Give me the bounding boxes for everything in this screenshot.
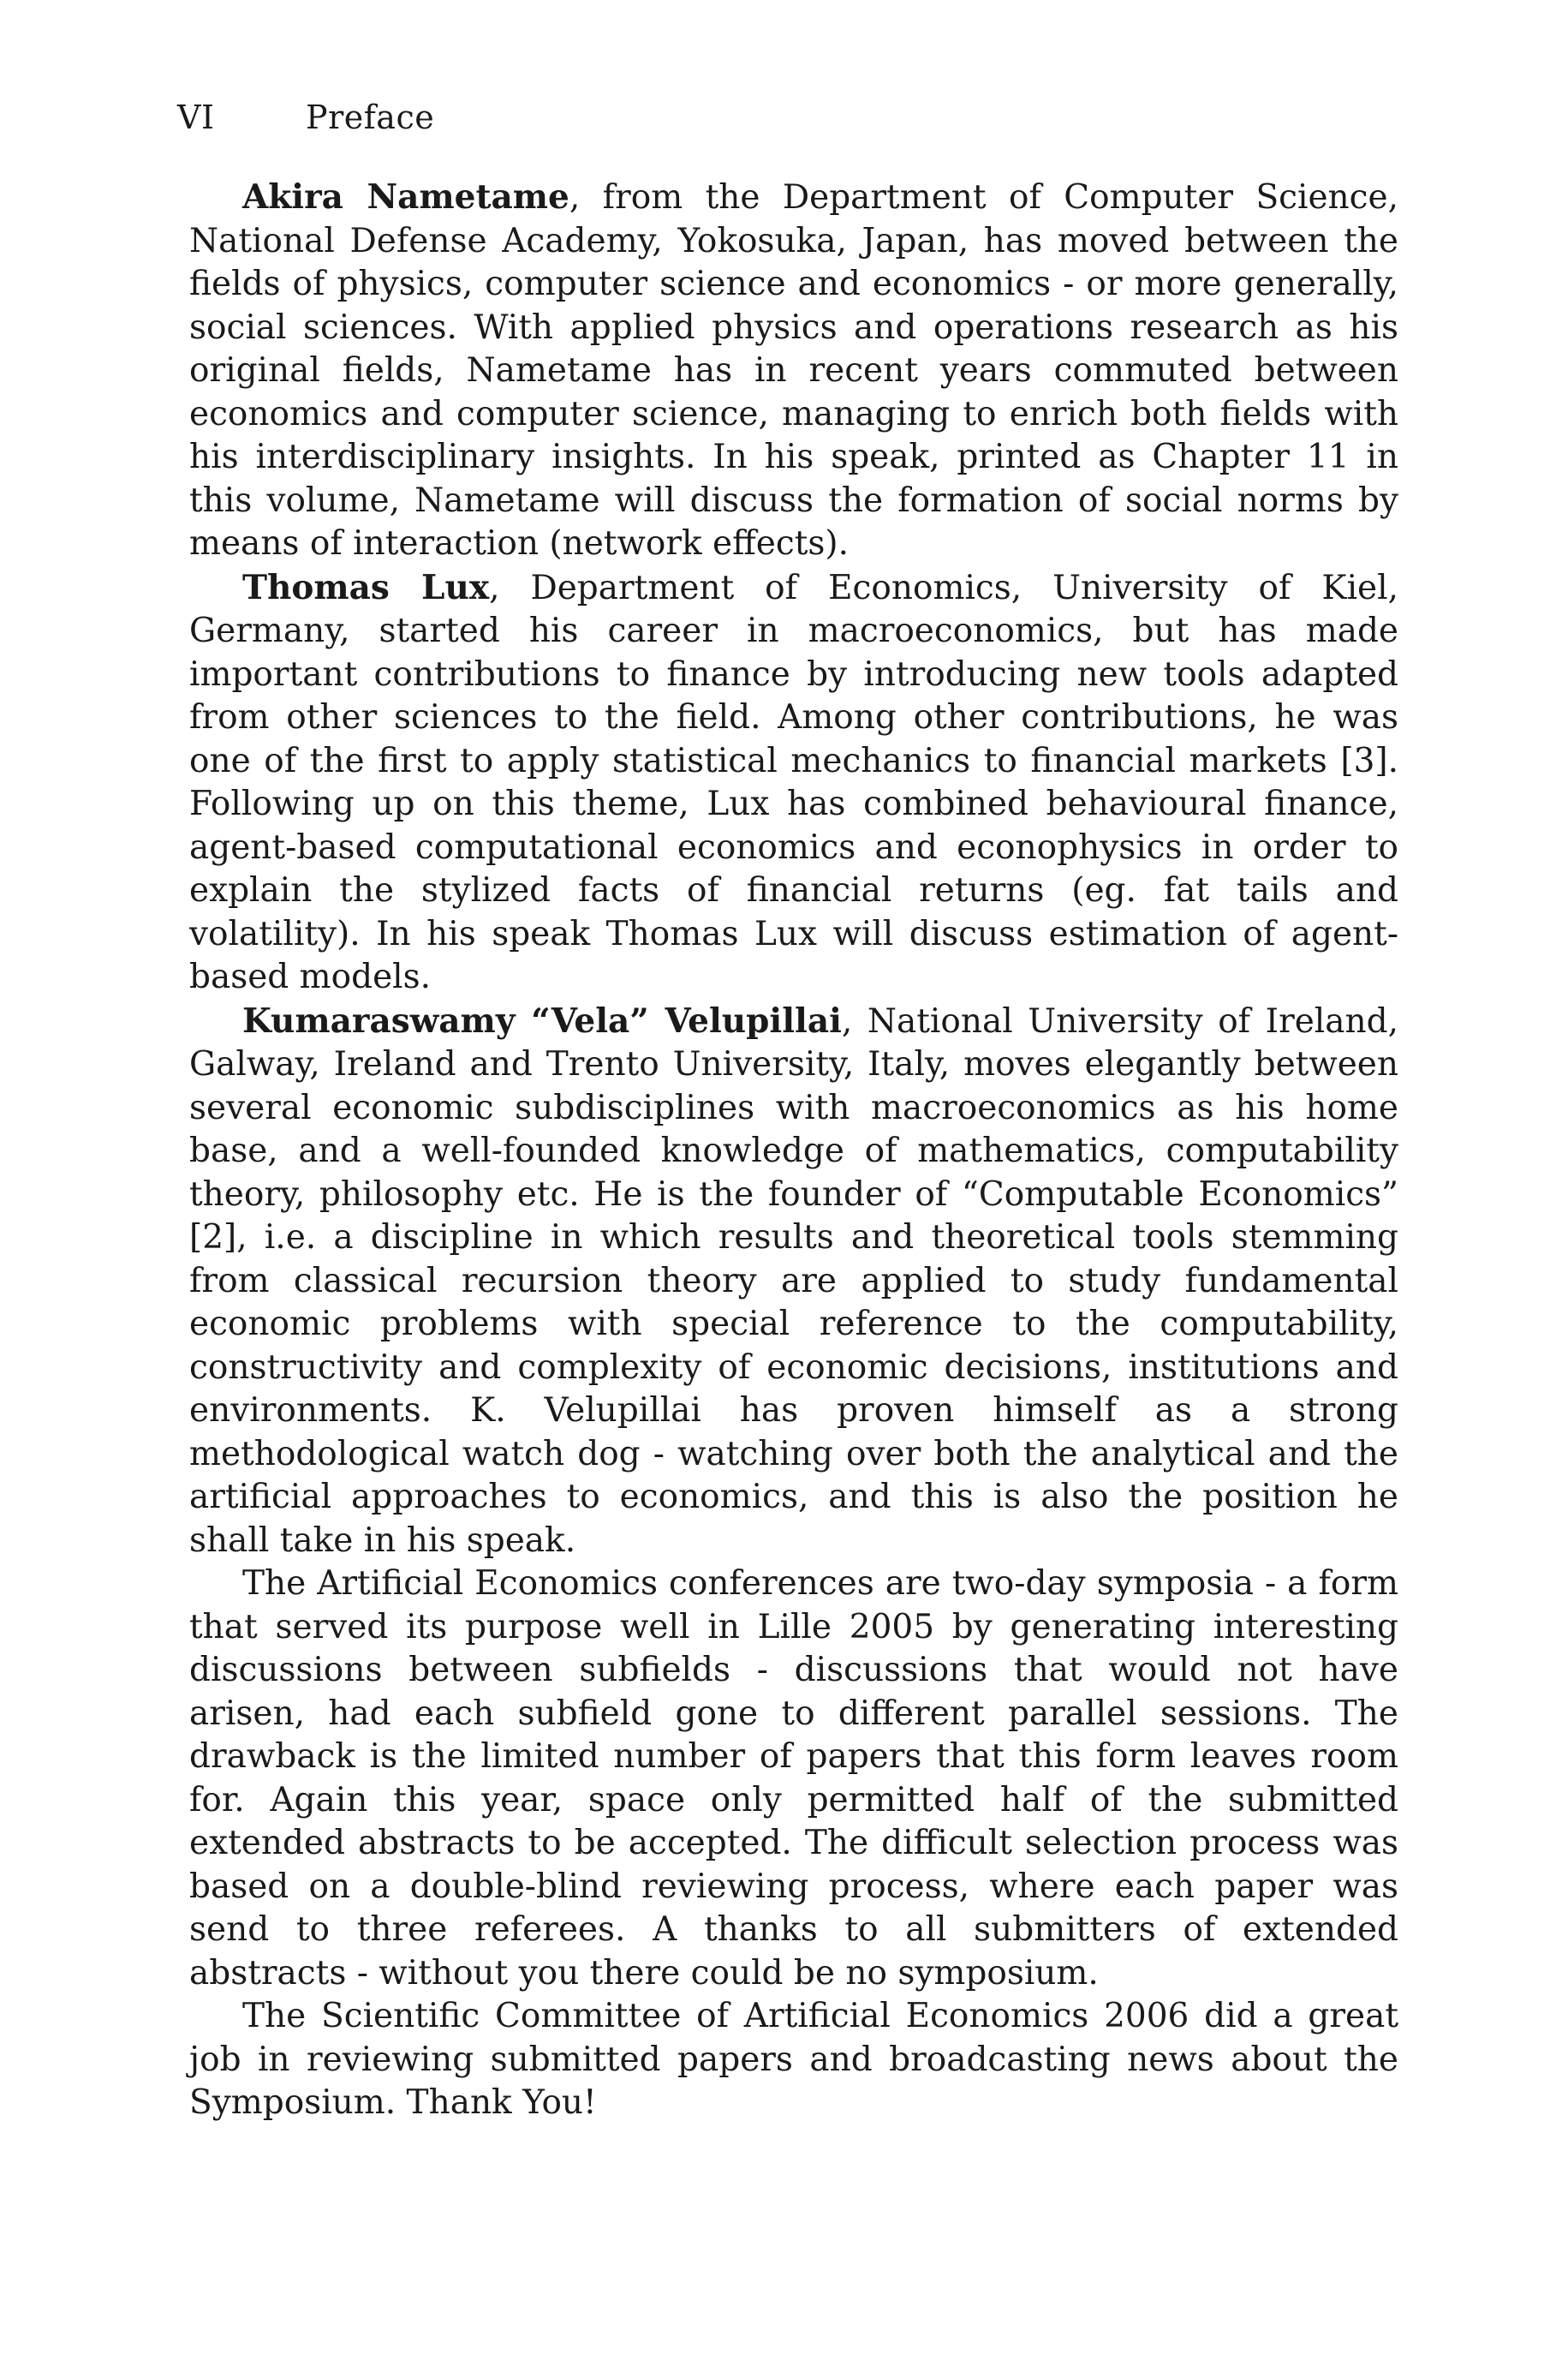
page-number: VI	[177, 99, 215, 136]
paragraph-text: , Department of Economics, University of Kiel, Germany, started his career in macroeconomics, but has made important contributions to finance by introducing new tools adapted from other sciences to the field. Among other contributions, he was one of the first to apply statistical mechanics to financial markets [3]. Following up on this theme, Lux has combined behavioural finance, agent-based computational economics and econophysics in order to explain the stylized facts of financial returns (eg. fat tails and volatility). In his speak Thomas Lux will discuss estimation of agent-based models.	[189, 568, 1398, 996]
speaker-name: Kumaraswamy “Vela” Velupillai	[242, 1001, 842, 1041]
speaker-name: Akira Nametame	[242, 177, 569, 217]
paragraph-nametame	[189, 176, 1398, 566]
paragraph-conference-format	[189, 1562, 1398, 1995]
running-head	[177, 101, 434, 134]
paragraph-text: The Scientific Committee of Artificial Economics 2006 did a great job in reviewing submitted papers and broadcasting news about the Symposium. Thank You!	[189, 1997, 1398, 2122]
preface-text	[189, 176, 1398, 2125]
paragraph-thanks	[189, 1995, 1398, 2125]
section-title: Preface	[306, 99, 435, 136]
paragraph-text: , from the Department of Computer Science, National Defense Academy, Yokosuka, Japan, has moved between the fields of physics, computer science and economics - or more generally, social sciences. With applied physics and operations research as his original fields, Nametame has in recent years commuted between economics and computer science, managing to enrich both fields with his interdisciplinary insights. In his speak, printed as Chapter 11 in this volume, Nametame will discuss the formation of social norms by means of interaction (network effects).	[189, 178, 1398, 563]
speaker-name: Thomas Lux	[242, 567, 490, 607]
paragraph-lux	[189, 566, 1398, 1000]
paragraph-text: , National University of Ireland, Galway, Ireland and Trento University, Italy, moves elegantly between several economic subdisciplines with macroeconomics as his home base, and a well-founded knowledge of mathematics, computability theory, philosophy etc. He is the founder of “Computable Economics” [2], i.e. a discipline in which results and theoretical tools stemming from classical recursion theory are applied to study fundamental economic problems with special reference to the computability, constructivity and complexity of economic decisions, institutions and environments. K. Velupillai has proven himself as a strong methodological watch dog - watching over both the analytical and the artificial approaches to economics, and this is also the position he shall take in his speak.	[189, 1001, 1398, 1560]
paragraph-text: The Artificial Economics conferences are two-day symposia - a form that served its purpose well in Lille 2005 by generating interesting discussions between subfields - discussions that would not have arisen, had each subfield gone to different parallel sessions. The drawback is the limited number of papers that this form leaves room for. Again this year, space only permitted half of the submitted extended abstracts to be accepted. The difficult selection process was based on a double-blind reviewing process, where each paper was send to three referees. A thanks to all submitters of extended abstracts - without you there could be no symposium.	[189, 1564, 1398, 1993]
paragraph-velupillai	[189, 1000, 1398, 1563]
